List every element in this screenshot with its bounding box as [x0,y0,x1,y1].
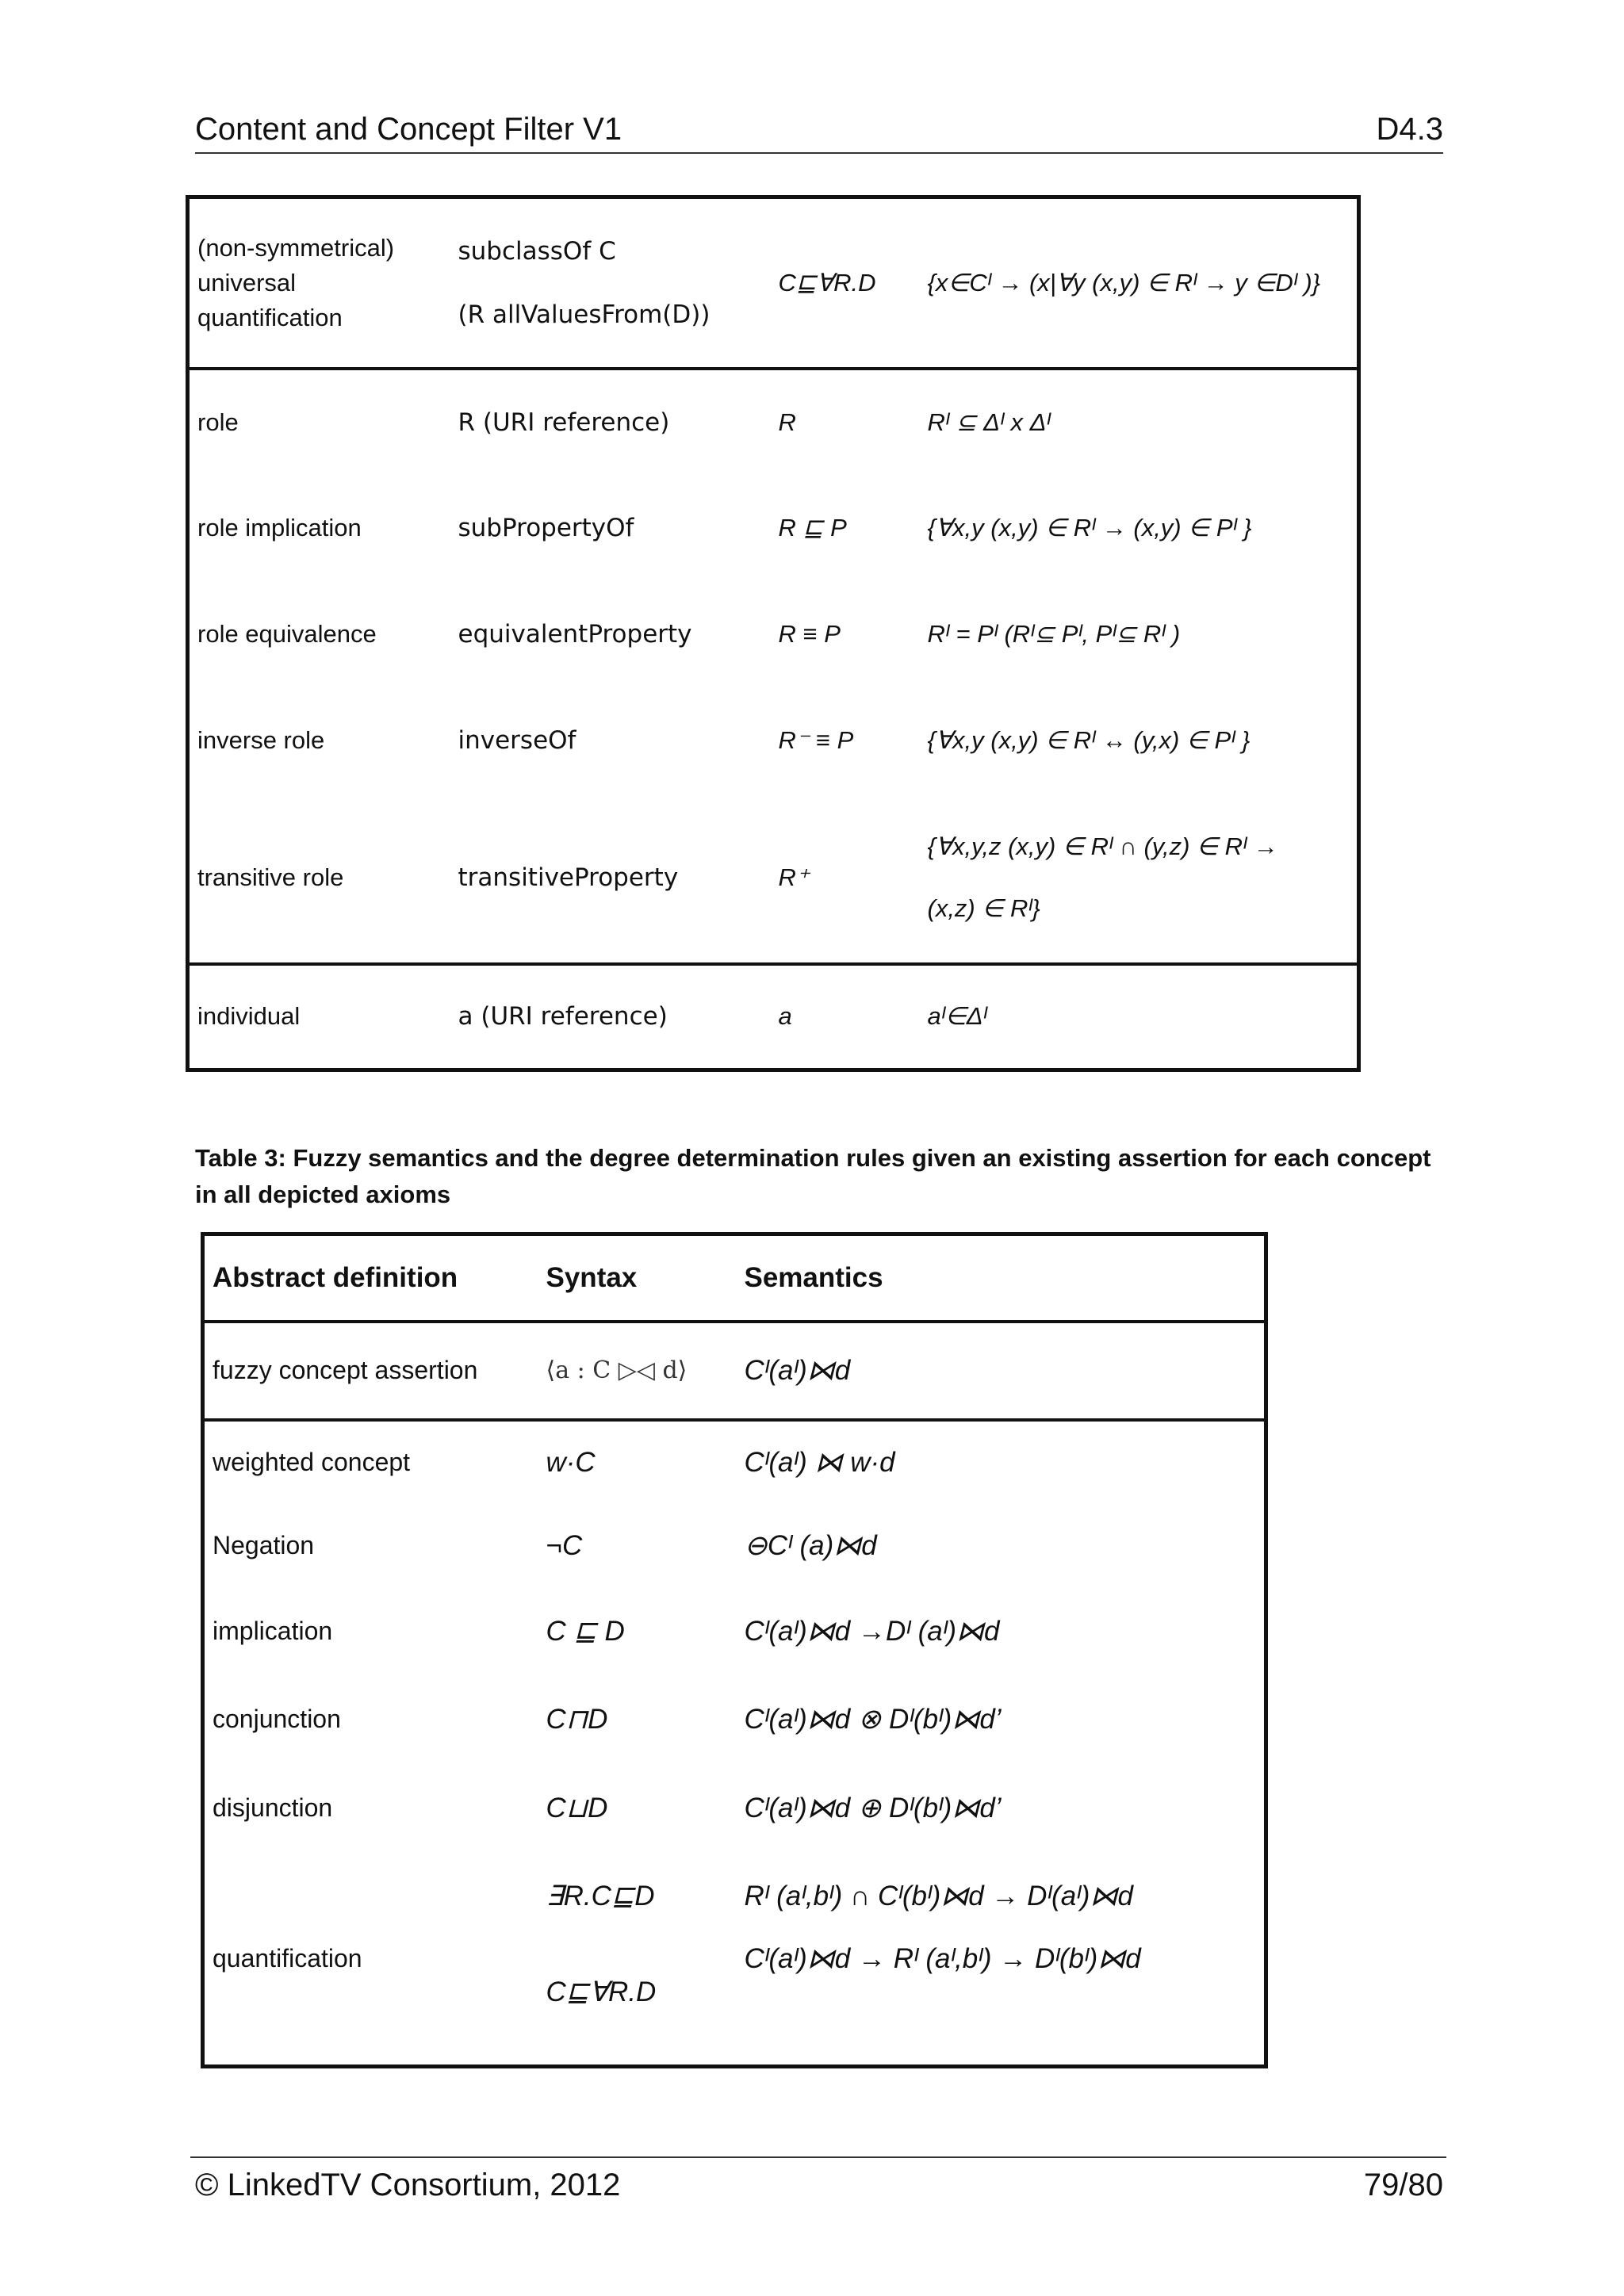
row-syntax: subclassOf C [458,236,616,266]
table-row [203,1504,1266,1588]
row-semantics: Cᴵ(aᴵ)⋈d → Rᴵ (aᴵ,bᴵ) → Dᴵ(bᴵ)⋈d [744,1942,1141,1974]
row-dl: R [778,408,796,436]
copyright: © LinkedTV Consortium, 2012 [195,2168,621,2202]
document-title: Content and Concept Filter V1 [195,112,622,147]
row-dl: a [778,1002,792,1031]
row-label: Negation [213,1531,315,1559]
row-label: universal [197,268,297,297]
column-header: Abstract definition [203,1234,538,1322]
row-label: implication [213,1617,333,1645]
column-header: Semantics [737,1234,1266,1322]
table-row [188,197,1359,369]
row-syntax: equivalentProperty [458,619,692,649]
row-label: individual [197,1002,301,1031]
row-label: transitive role [188,794,450,964]
table-row [188,475,1359,581]
row-semantics: Cᴵ(aᴵ) ⋈ w·d [744,1446,895,1478]
row-syntax: subPropertyOf [458,513,634,542]
row-syntax: ¬C [546,1529,583,1561]
row-dl: C⊑∀R.D [771,197,920,369]
row-semantics: Cᴵ(aᴵ)⋈d ⊗ Dᴵ(bᴵ)⋈d’ [744,1703,1002,1735]
row-syntax: C⊔D [546,1792,608,1823]
row-label: role [197,408,239,436]
table-row [188,687,1359,794]
row-syntax: transitiveProperty [450,794,771,964]
row-syntax: a (URI reference) [458,1002,668,1031]
row-label: role implication [197,513,362,541]
table-row [203,1588,1266,1675]
row-syntax: (R allValuesFrom(D)) [458,300,710,329]
row-semantics: aᴵ∈Δᴵ [927,1002,987,1031]
row-syntax: C⊓D [546,1703,608,1735]
row-semantics: Cᴵ(aᴵ)⋈d ⊕ Dᴵ(bᴵ)⋈d’ [744,1792,1002,1823]
row-label: quantification [197,303,343,331]
page-footer [190,2156,1446,2206]
row-semantics: {∀x,y (x,y) ∈ Rᴵ ↔ (y,x) ∈ Pᴵ } [927,725,1251,754]
row-semantics: {∀x,y,z (x,y) ∈ Rᴵ ∩ (y,z) ∈ Rᴵ → [927,832,1278,860]
row-syntax: C ⊑ D [546,1615,625,1647]
table-row [203,1322,1266,1420]
table-row [188,794,1359,964]
row-syntax: w·C [546,1446,596,1478]
row-syntax: ⟨a : C ▷◁ d⟩ [538,1322,737,1420]
table-row [203,1853,1266,1940]
table-row [188,964,1359,1070]
row-syntax: ∃R.C⊑D [546,1880,655,1911]
row-label: (non-symmetrical) [197,233,395,262]
row-semantics: Rᴵ (aᴵ,bᴵ) ∩ Cᴵ(bᴵ)⋈d → Dᴵ(aᴵ)⋈d [744,1880,1133,1911]
row-semantics: {∀x,y (x,y) ∈ Rᴵ → (x,y) ∈ Pᴵ } [927,513,1252,541]
fuzzy-semantics-table [201,1232,1268,2068]
dl-constructs-table [186,195,1361,1072]
row-label: disjunction [213,1793,333,1822]
document-id: D4.3 [1376,112,1443,147]
row-semantics: Cᴵ(aᴵ)⋈d [737,1322,1266,1420]
row-dl: R ⊑ P [778,513,847,541]
page-number: 79/80 [1363,2168,1443,2202]
table-header-row [203,1234,1266,1322]
row-syntax: R (URI reference) [458,408,670,437]
row-label: inverse role [197,725,325,754]
row-semantics: Rᴵ ⊆ Δᴵ x Δᴵ [927,408,1051,436]
row-label: quantification [213,1943,362,1973]
row-label: role equivalence [197,619,377,648]
table-caption: Table 3: Fuzzy semantics and the degree determination rules given an existing assertion for each concept in all depicted axioms [195,1144,1431,1208]
row-label: weighted concept [213,1448,411,1476]
row-semantics: {x∈Cᴵ → (x|∀y (x,y) ∈ Rᴵ → y ∈Dᴵ )} [920,197,1359,369]
table-row [188,369,1359,475]
page-header [195,111,1443,154]
row-dl: R ≡ P [778,619,841,648]
row-syntax: inverseOf [458,725,576,755]
table-row [203,1420,1266,1504]
table-row [203,1675,1266,1764]
row-semantics: ⊖Cᴵ (a)⋈d [744,1529,877,1561]
row-semantics: Cᴵ(aᴵ)⋈d →Dᴵ (aᴵ)⋈d [744,1615,1000,1647]
row-label: conjunction [213,1705,341,1733]
row-syntax: C⊑∀R.D [546,1976,657,2007]
table-row [188,581,1359,687]
column-header: Syntax [538,1234,737,1322]
table-row [203,1764,1266,1853]
row-semantics: Rᴵ = Pᴵ (Rᴵ⊆ Pᴵ, Pᴵ⊆ Rᴵ ) [927,619,1181,648]
row-dl: R⁻ ≡ P [778,725,854,754]
row-semantics: (x,z) ∈ Rᴵ} [927,894,1040,922]
row-label: fuzzy concept assertion [203,1322,538,1420]
row-dl: R⁺ [771,794,920,964]
